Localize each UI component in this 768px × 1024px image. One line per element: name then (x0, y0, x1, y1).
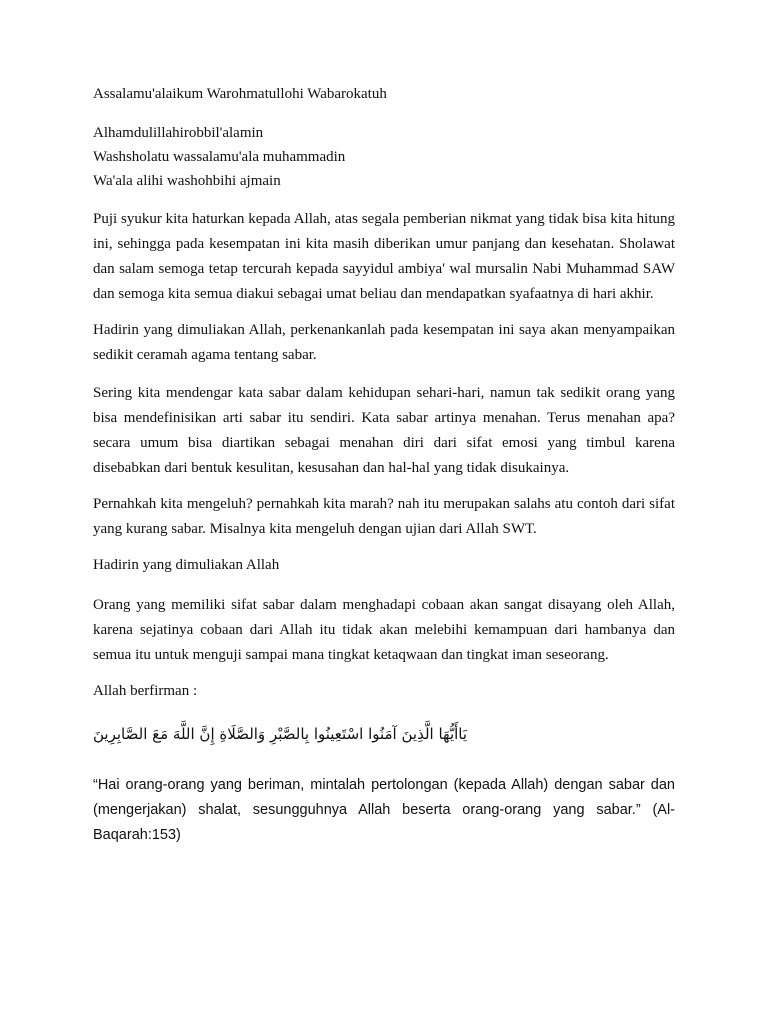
opening-line-3: Wa'ala alihi washohbihi ajmain (93, 173, 281, 189)
arabic-verse-text: يَاأَيُّهَا الَّذِينَ آمَنُوا اسْتَعِينُوا بِالصَّبْرِ وَالصَّلَاةِ إِنَّ اللَّهَ مَعَ الصَّابِرِينَ (93, 725, 468, 743)
paragraph-introduction: Hadirin yang dimuliakan Allah, perkenankanlah pada kesempatan ini saya akan menyampaikan sedikit ceramah agama tentang sabar. (93, 322, 675, 363)
document-page (93, 84, 675, 848)
greeting-line: Assalamu'alaikum Warohmatullohi Wabarokatuh (93, 86, 387, 102)
translation-line-1: “Hai orang-orang yang beriman, mintalah pertolongan (kepada Allah) dengan sabar dan (mengerjakan) shalat, sesungguhnya Allah beserta orang-orang yang sabar.” (Al- (93, 777, 675, 818)
paragraph-address: Hadirin yang dimuliakan Allah (93, 557, 280, 573)
opening-line-2: Washsholatu wassalamu'ala muhammadin (93, 149, 346, 165)
translation-line-2: Baqarah:153) (93, 827, 181, 843)
paragraph-allah-says: Allah berfirman : (93, 683, 198, 699)
paragraph-patience: Orang yang memiliki sifat sabar dalam menghadapi cobaan akan sangat disayang oleh Allah, karena sejatinya cobaan dari Allah itu tidak akan melebihi kemampuan dari hambanya dan semua itu untuk menguji sampai mana tingkat ketaqwaan dan tingkat iman seseorang. (93, 597, 675, 663)
paragraph-complaint: Pernahkah kita mengeluh? pernahkah kita marah? nah itu merupakan salahs atu contoh dari sifat yang kurang sabar. Misalnya kita mengeluh dengan ujian dari Allah SWT. (93, 496, 675, 537)
paragraph-praise: Puji syukur kita haturkan kepada Allah, atas segala pemberian nikmat yang tidak bisa kita hitung ini, sehingga pada kesempatan ini kita masih diberikan umur panjang dan kesehatan. Sholawat dan salam semoga tetap tercurah kepada sayyidul ambiya' wal mursalin Nabi Muhammad SAW dan semoga kita semua diakui sebagai umat beliau dan mendapatkan syafaatnya di hari akhir. (93, 211, 675, 302)
opening-block (93, 121, 675, 193)
arabic-verse (93, 721, 675, 747)
paragraph-definition: Sering kita mendengar kata sabar dalam kehidupan sehari-hari, namun tak sedikit orang yang bisa mendefinisikan arti sabar itu sendiri. Kata sabar artinya menahan. Terus menahan apa? secara umum bisa diartikan sebagai menahan diri dari sifat emosi yang timbul karena disebabkan dari bentuk kesulitan, kesusahan dan hal-hal yang tidak disukainya. (93, 385, 675, 476)
opening-line-1: Alhamdulillahirobbil'alamin (93, 125, 264, 141)
